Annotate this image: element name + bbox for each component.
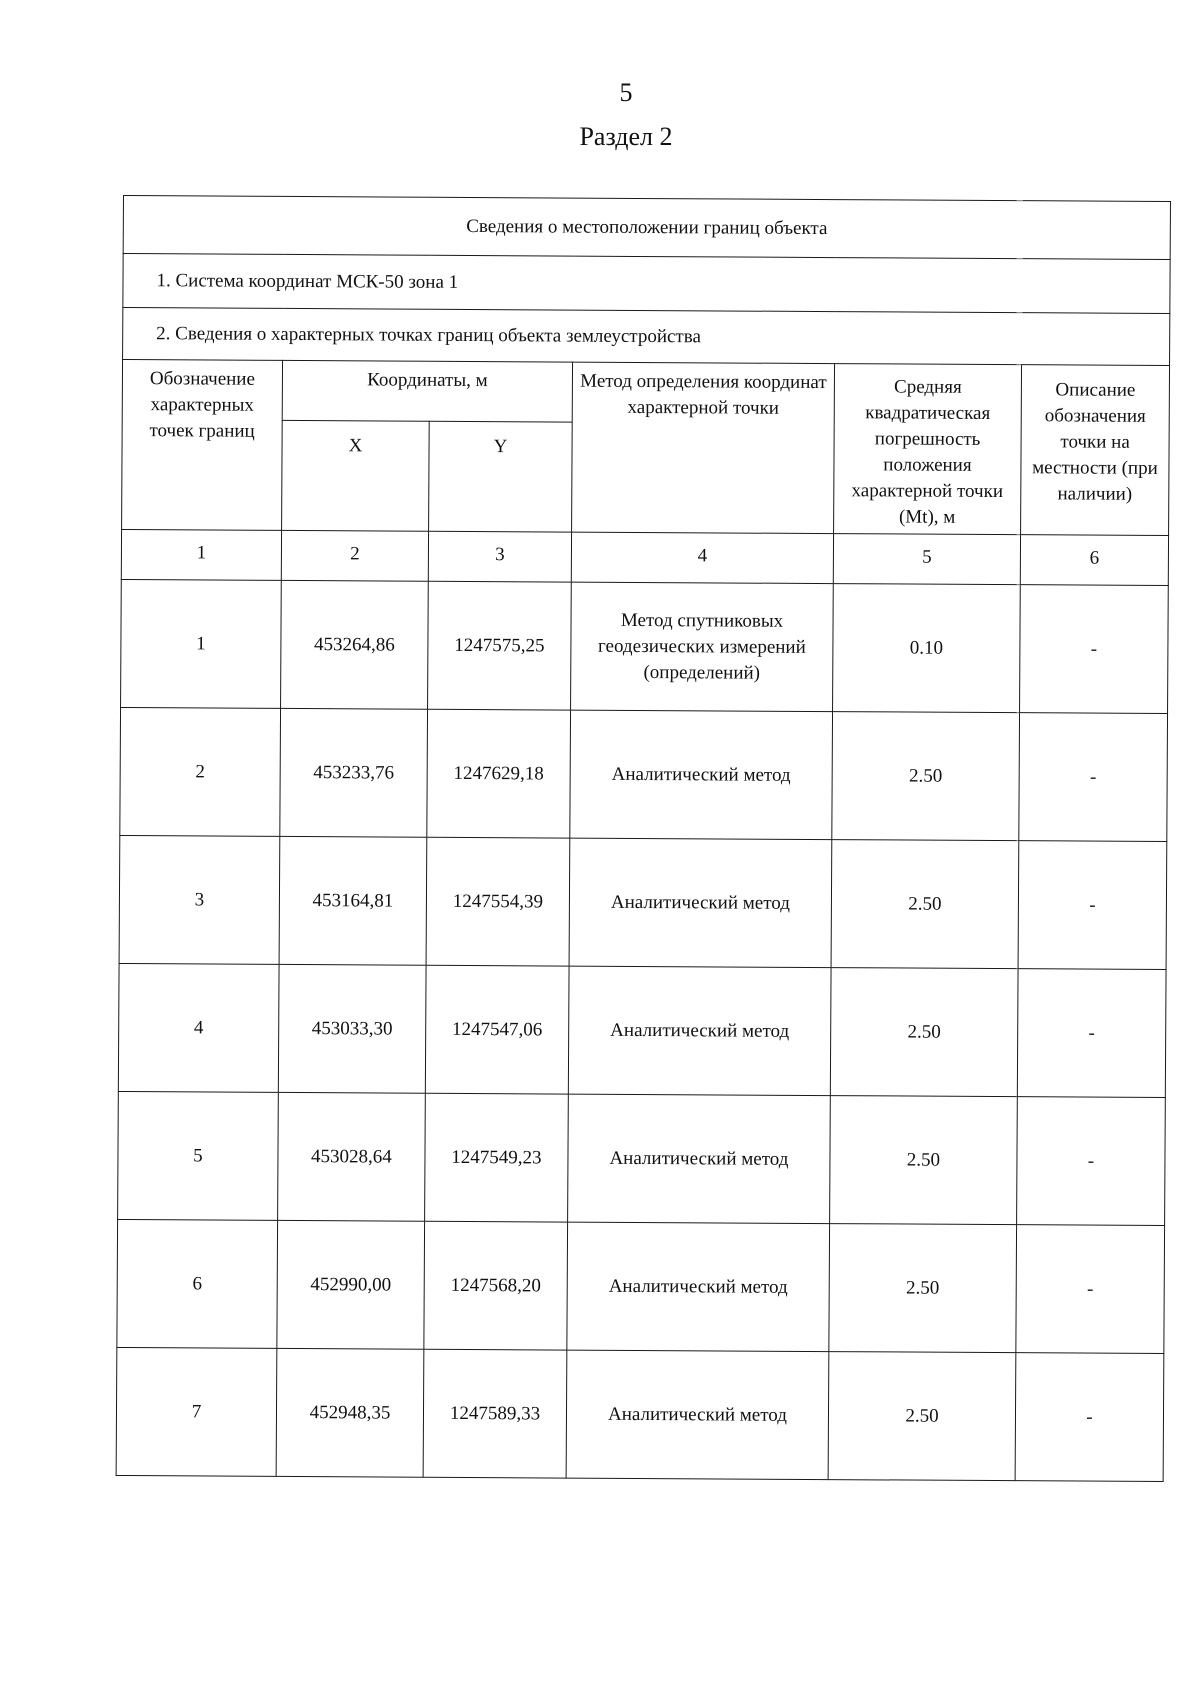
method-cell: Аналитический метод (568, 1094, 831, 1224)
description-cell: - (1016, 1225, 1165, 1354)
description-cell: - (1015, 1353, 1164, 1482)
error-cell: 2.50 (828, 1352, 1016, 1481)
error-cell: 0.10 (833, 584, 1021, 713)
column-number-row (121, 529, 1168, 585)
table-row (121, 579, 1169, 713)
point-cell: 1 (121, 579, 282, 708)
x-cell: 453028,64 (278, 1092, 426, 1221)
method-cell: Аналитический метод (570, 710, 833, 840)
header-coordinates: Координаты, м (282, 360, 572, 422)
error-cell: 2.50 (830, 1096, 1018, 1225)
table-title: Сведения о местоположении границ объекта (123, 196, 1170, 260)
table-row (118, 1091, 1166, 1225)
header-error: Средняя квадратическая погрешность положения характерной точки (Mt), м (834, 364, 1022, 535)
x-cell: 453233,76 (280, 708, 428, 837)
y-cell: 1247629,18 (427, 709, 571, 838)
error-cell: 2.50 (832, 712, 1020, 841)
y-cell: 1247547,06 (425, 965, 569, 1094)
header-designation: Обозначение характерных точек границ (122, 360, 283, 531)
column-number: 5 (833, 534, 1020, 585)
column-number: 6 (1020, 535, 1168, 586)
point-cell: 7 (116, 1347, 277, 1476)
error-cell: 2.50 (829, 1224, 1017, 1353)
method-cell: Аналитический метод (569, 838, 832, 968)
page-number: 5 (619, 78, 633, 107)
point-cell: 2 (120, 707, 281, 836)
point-cell: 5 (118, 1091, 279, 1220)
error-cell: 2.50 (830, 968, 1018, 1097)
description-cell: - (1020, 585, 1169, 714)
y-cell: 1247549,23 (425, 1093, 569, 1222)
header-method: Метод определения координат характерной точки (572, 362, 835, 534)
x-cell: 453264,86 (281, 580, 429, 709)
x-cell: 452948,35 (276, 1348, 424, 1477)
method-cell: Аналитический метод (568, 966, 831, 1096)
points-heading: 2. Сведения о характерных точках границ объекта землеустройства (123, 308, 1170, 366)
column-number: 2 (281, 530, 428, 581)
coordinate-system: 1. Система координат МСК-50 зона 1 (123, 254, 1170, 314)
y-cell: 1247554,39 (426, 837, 570, 966)
description-cell: - (1018, 841, 1167, 970)
point-cell: 3 (119, 835, 280, 964)
header-description: Описание обозначения точки на местности (при наличии) (1021, 365, 1170, 536)
description-cell: - (1017, 969, 1166, 1098)
header-y: Y (429, 421, 573, 532)
column-number: 4 (571, 532, 833, 584)
header-x: X (282, 420, 430, 531)
x-cell: 453033,30 (278, 964, 426, 1093)
method-cell: Аналитический метод (567, 1222, 830, 1352)
y-cell: 1247589,33 (423, 1349, 567, 1478)
y-cell: 1247568,20 (424, 1221, 568, 1350)
method-cell: Аналитический метод (566, 1350, 829, 1480)
point-cell: 6 (117, 1219, 278, 1348)
section-title: Раздел 2 (579, 122, 673, 151)
x-cell: 453164,81 (279, 836, 427, 965)
method-cell: Метод спутниковых геодезических измерений (определений) (571, 582, 834, 712)
point-cell: 4 (118, 963, 279, 1092)
description-cell: - (1019, 713, 1168, 842)
table-row (116, 1347, 1164, 1481)
description-cell: - (1017, 1097, 1166, 1226)
x-cell: 452990,00 (277, 1220, 425, 1349)
table-row (117, 1219, 1165, 1353)
column-number: 1 (121, 529, 281, 580)
table-row (118, 963, 1166, 1097)
column-number: 3 (428, 531, 571, 582)
table-row (120, 707, 1168, 841)
y-cell: 1247575,25 (428, 581, 572, 710)
boundary-points-table (116, 195, 1171, 1482)
table-row (119, 835, 1167, 969)
error-cell: 2.50 (831, 840, 1019, 969)
